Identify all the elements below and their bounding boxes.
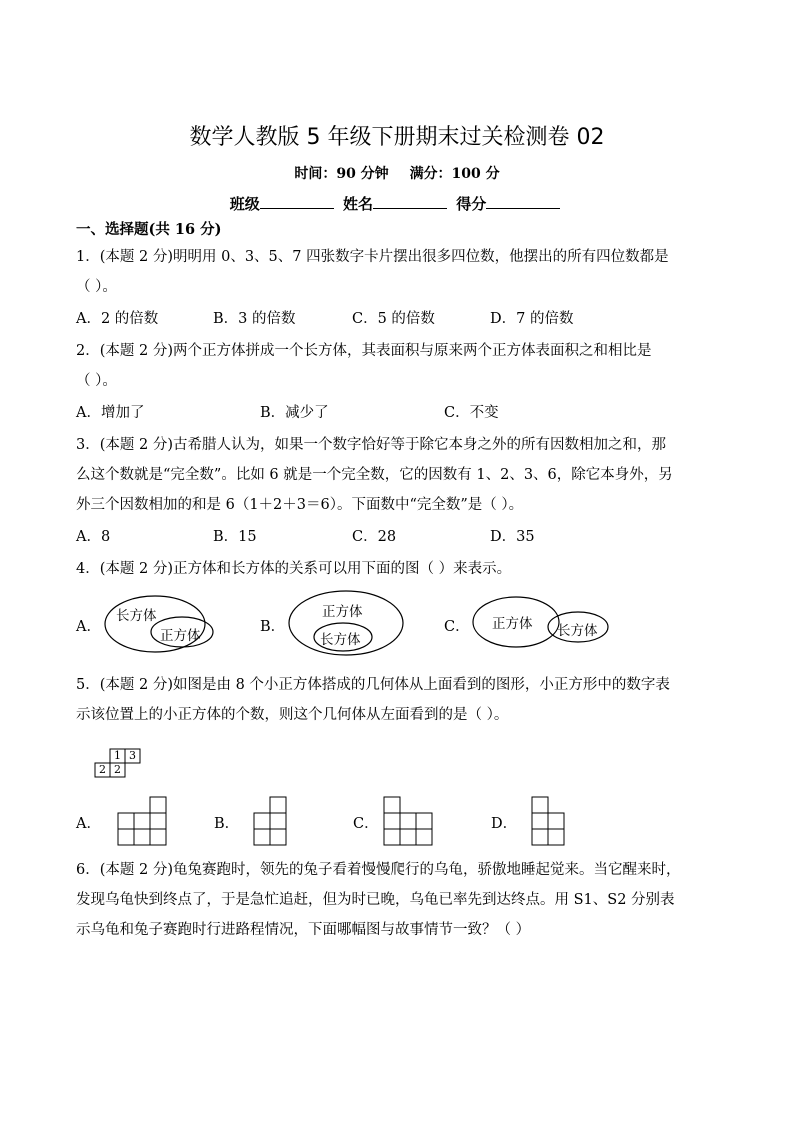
q5-option-d-label[interactable]: D．	[491, 816, 518, 832]
q5-option-a-label[interactable]: A．	[76, 816, 101, 832]
question-1-line-2: （ ）。	[76, 279, 117, 295]
q5-option-a-figure	[118, 797, 166, 845]
question-3-line-1: 3．(本题 2 分)古希腊人认为，如果一个数字恰好等于除它本身之外的所有因数相加之和，那	[76, 437, 666, 453]
name-label: 姓名	[342, 195, 373, 213]
question-6-line-3: 示乌龟和兔子赛跑时行进路程情况，下面哪幅图与故事情节一致？（ ）	[76, 922, 531, 938]
score-label: 得分	[456, 195, 487, 213]
question-1-line-1: 1．(本题 2 分)明明用 0、3、5、7 四张数字卡片摆出很多四位数，他摆出的所有四位数都是	[76, 249, 669, 265]
question-2-line-2: （ ）。	[76, 373, 117, 389]
full-score: 满分：100 分	[409, 166, 500, 182]
question-6-line-2: 发现乌龟快到终点了，于是急忙追赶，但为时已晚，乌龟已率先到达终点。用 S1、S2 分别表	[76, 892, 675, 908]
question-5-line-1: 5．(本题 2 分)如图是由 8 个小正方体搭成的几何体从上面看到的图形，小正方形中的数字表	[76, 677, 670, 693]
q2-option-b[interactable]: B．减少了	[260, 405, 329, 421]
q3-option-c[interactable]: C．28	[352, 529, 397, 545]
q4-a-inner-label: 正方体	[160, 628, 201, 644]
q4-option-c-label[interactable]: C．	[444, 619, 470, 635]
q1-option-a[interactable]: A．2 的倍数	[76, 311, 159, 327]
q5-option-c-label[interactable]: C．	[353, 816, 379, 832]
q4-c-left-label: 正方体	[492, 616, 533, 632]
q3-option-a[interactable]: A．8	[76, 529, 111, 545]
question-2-line-1: 2．(本题 2 分)两个正方体拼成一个长方体，其表面积与原来两个正方体表面积之和相比是	[76, 343, 652, 359]
question-3-line-3: 外三个因数相加的和是 6（1＋2＋3＝6）。下面数中“完全数”是（ ）。	[76, 497, 524, 513]
page-title: 数学人教版 5 年级下册期末过关检测卷 02	[189, 125, 605, 150]
q2-option-a[interactable]: A．增加了	[76, 405, 145, 421]
question-5-line-2: 示该位置上的小正方体的个数，则这个几何体从左面看到的是（ ）。	[76, 707, 509, 723]
q3-option-d[interactable]: D．35	[490, 529, 535, 545]
q1-option-d[interactable]: D．7 的倍数	[490, 311, 574, 327]
q4-option-b-label[interactable]: B．	[260, 619, 286, 635]
q5-grid-number-4: 2	[114, 763, 121, 776]
q4-a-outer-label: 长方体	[116, 608, 157, 624]
q4-b-inner-label: 长方体	[320, 632, 361, 648]
q5-grid-number-3: 2	[99, 763, 106, 776]
q2-option-c[interactable]: C．不变	[444, 405, 499, 421]
question-4-line-1: 4．(本题 2 分)正方体和长方体的关系可以用下面的图（ ）来表示。	[76, 561, 512, 577]
q4-c-right-label: 长方体	[557, 623, 598, 639]
time-limit: 时间：90 分钟	[294, 166, 389, 182]
question-6-line-1: 6．(本题 2 分)龟兔赛跑时，领先的兔子看着慢慢爬行的乌龟，骄傲地睡起觉来。当它醒来时，	[76, 862, 681, 878]
q5-option-b-figure	[254, 797, 286, 845]
q5-grid-number-1: 1	[114, 749, 121, 762]
question-3-line-2: 么这个数就是“完全数”。比如 6 就是一个完全数，它的因数有 1、2、3、6，除它本身外，另	[76, 467, 673, 483]
q1-option-c[interactable]: C．5 的倍数	[352, 311, 435, 327]
q4-option-a-label[interactable]: A．	[76, 619, 101, 635]
q5-option-d-figure	[532, 797, 564, 845]
q5-option-b-label[interactable]: B．	[214, 816, 240, 832]
class-label: 班级	[229, 195, 260, 213]
q3-option-b[interactable]: B．15	[213, 529, 257, 545]
section-heading: 一、选择题(共 16 分)	[76, 221, 222, 238]
q4-b-outer-label: 正方体	[322, 604, 363, 620]
q5-option-c-figure	[384, 797, 432, 845]
q5-grid-number-2: 3	[129, 749, 136, 762]
q1-option-b[interactable]: B．3 的倍数	[213, 311, 296, 327]
